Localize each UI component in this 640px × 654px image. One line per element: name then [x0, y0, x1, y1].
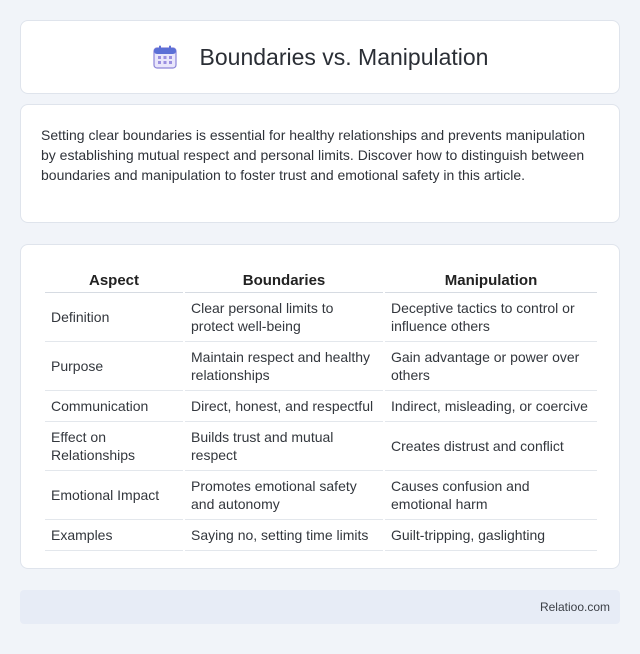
table-cell: Emotional Impact	[45, 471, 183, 520]
page-title: Boundaries vs. Manipulation	[199, 43, 489, 70]
table-cell: Effect on Relationships	[45, 422, 183, 471]
intro-text: Setting clear boundaries is essential for healthy relationships and prevents manipulation by establishing mutual respect and personal limits. Discover how to distinguish between boundaries and manipulation to foster trust and emotional safety in this article.	[41, 127, 585, 183]
table-cell: Examples	[45, 520, 183, 551]
table-cell: Maintain respect and healthy relationships	[185, 342, 383, 391]
table-cell: Definition	[45, 293, 183, 342]
footer	[20, 590, 620, 624]
table-header-row	[45, 263, 597, 293]
table-cell: Creates distrust and conflict	[385, 422, 597, 471]
table-row	[45, 342, 597, 391]
table-row	[45, 471, 597, 520]
column-header-manipulation: Manipulation	[385, 263, 597, 293]
table-cell: Deceptive tactics to control or influence others	[385, 293, 597, 342]
table-cell: Builds trust and mutual respect	[185, 422, 383, 471]
table-cell: Purpose	[45, 342, 183, 391]
column-header-aspect: Aspect	[45, 263, 183, 293]
column-header-boundaries: Boundaries	[185, 263, 383, 293]
table-row	[45, 391, 597, 422]
table-cell: Communication	[45, 391, 183, 422]
comparison-card	[20, 244, 620, 569]
table-cell: Promotes emotional safety and autonomy	[185, 471, 383, 520]
table-row	[45, 520, 597, 551]
comparison-table	[43, 263, 599, 551]
table-cell: Gain advantage or power over others	[385, 342, 597, 391]
table-cell: Indirect, misleading, or coercive	[385, 391, 597, 422]
table-cell: Guilt-tripping, gaslighting	[385, 520, 597, 551]
table-cell: Saying no, setting time limits	[185, 520, 383, 551]
table-cell: Direct, honest, and respectful	[185, 391, 383, 422]
intro-card	[20, 104, 620, 223]
table-cell: Causes confusion and emotional harm	[385, 471, 597, 520]
footer-brand: Relatioo.com	[539, 600, 610, 614]
title-card	[20, 20, 620, 94]
table-row	[45, 422, 597, 471]
calendar-icon	[152, 44, 178, 70]
table-row	[45, 293, 597, 342]
table-cell: Clear personal limits to protect well-being	[185, 293, 383, 342]
